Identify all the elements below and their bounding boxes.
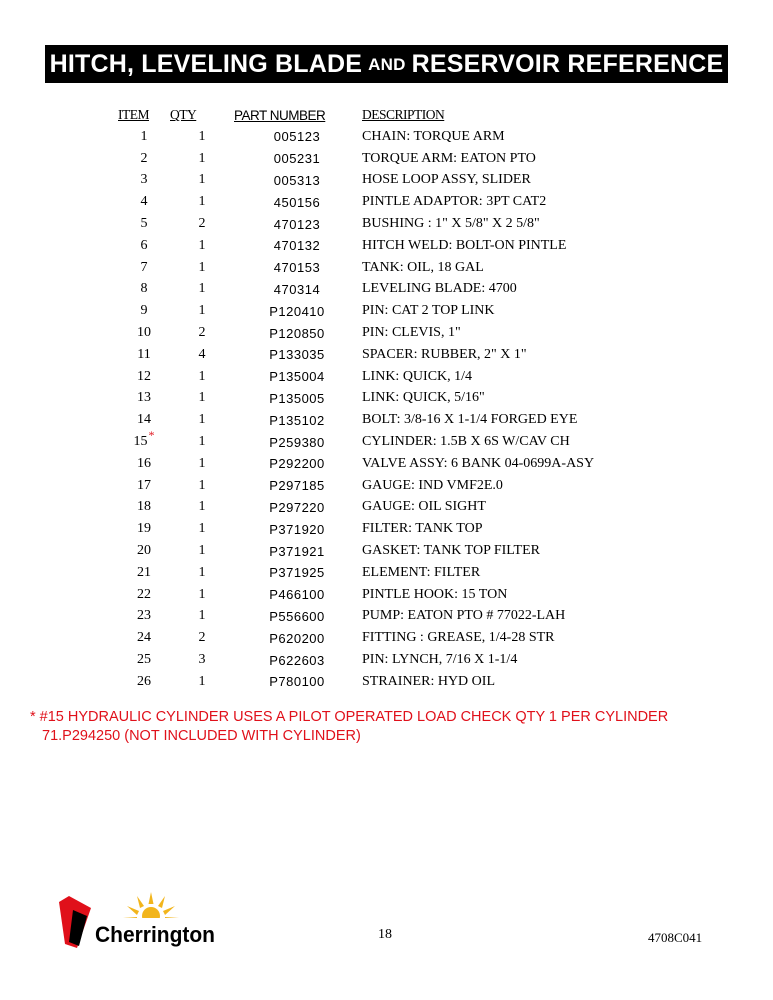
description-cell [360, 409, 594, 431]
part-number-cell [234, 213, 360, 235]
part-number-cell-text: P120850 [269, 325, 325, 341]
table-row [118, 322, 594, 344]
qty-cell [170, 649, 234, 671]
description-cell [360, 213, 594, 235]
page-number: 18 [378, 927, 392, 942]
qty-cell-text: 1 [198, 237, 206, 253]
table-row [118, 431, 594, 453]
description-cell [360, 475, 594, 497]
part-number-cell [234, 366, 360, 388]
qty-cell [170, 388, 234, 410]
part-number-cell-text: P371921 [269, 543, 325, 559]
part-number-cell [234, 388, 360, 410]
description-cell [360, 627, 594, 649]
part-number-cell [234, 322, 360, 344]
item-cell-text: 2 [140, 150, 148, 166]
description-cell [360, 540, 594, 562]
part-number-cell [234, 606, 360, 628]
description-cell-text: FILTER: TANK TOP [362, 521, 483, 537]
qty-cell-text: 1 [198, 455, 206, 471]
description-cell [360, 170, 594, 192]
table-row [118, 562, 594, 584]
item-cell-text: 13 [137, 390, 151, 406]
qty-cell-text: 2 [198, 325, 206, 341]
part-number-cell-text: 005313 [273, 172, 321, 188]
part-number-cell-text: P371925 [269, 565, 325, 581]
title-part-2: RESERVOIR REFERENCE [411, 49, 724, 78]
qty-cell-text: 1 [198, 477, 206, 493]
description-cell [360, 279, 594, 301]
description-cell [360, 388, 594, 410]
qty-cell [170, 322, 234, 344]
qty-cell [170, 453, 234, 475]
description-cell-text: HOSE LOOP ASSY, SLIDER [362, 172, 531, 188]
qty-cell [170, 257, 234, 279]
part-number-cell [234, 584, 360, 606]
qty-cell-text: 1 [198, 499, 206, 515]
item-cell [118, 235, 170, 257]
item-cell-text: 14 [137, 412, 151, 428]
item-cell [118, 428, 170, 453]
qty-cell [170, 148, 234, 170]
qty-cell [170, 475, 234, 497]
table-row [118, 366, 594, 388]
description-cell-text: LINK: QUICK, 5/16" [362, 390, 485, 406]
item-cell [118, 475, 170, 497]
qty-cell-text: 1 [198, 150, 206, 166]
part-number-cell [234, 671, 360, 693]
item-cell [118, 584, 170, 606]
description-cell [360, 649, 594, 671]
qty-cell-text: 1 [198, 543, 206, 559]
table-row [118, 649, 594, 671]
description-cell-text: VALVE ASSY: 6 BANK 04-0699A-ASY [362, 455, 595, 471]
footnote-line-1: * #15 HYDRAULIC CYLINDER USES A PILOT OPERATED LOAD CHECK QTY 1 PER CYLINDER [30, 709, 669, 725]
qty-cell [170, 671, 234, 693]
part-number-cell-text: 450156 [273, 194, 321, 210]
description-cell-text: ELEMENT: FILTER [362, 564, 481, 580]
description-cell-text: BOLT: 3/8-16 X 1-1/4 FORGED EYE [362, 412, 578, 428]
qty-cell-text: 1 [198, 128, 206, 144]
table-row [118, 627, 594, 649]
item-cell-text: 24 [137, 630, 151, 646]
item-cell [118, 388, 170, 410]
qty-cell [170, 213, 234, 235]
part-number-cell [234, 453, 360, 475]
part-number-cell-text: P135102 [269, 412, 325, 428]
qty-cell-text: 1 [198, 564, 206, 580]
description-cell-text: BUSHING : 1" X 5/8" X 2 5/8" [362, 216, 540, 232]
table-row [118, 518, 594, 540]
qty-cell [170, 344, 234, 366]
item-cell-text: 18 [137, 499, 151, 515]
item-cell [118, 366, 170, 388]
item-cell-text: 3 [140, 172, 148, 188]
item-cell-text: 19 [137, 521, 151, 537]
part-number-cell-text: P297185 [269, 478, 325, 494]
part-number-cell-text: 470314 [273, 281, 321, 297]
description-cell-text: HITCH WELD: BOLT-ON PINTLE [362, 237, 567, 253]
part-number-cell [234, 540, 360, 562]
qty-cell [170, 170, 234, 192]
item-cell [118, 671, 170, 693]
part-number-cell-text: P556600 [269, 608, 325, 624]
part-number-cell [234, 344, 360, 366]
part-number-cell-text: P135005 [269, 390, 325, 406]
description-cell-text: TANK: OIL, 18 GAL [362, 259, 484, 275]
description-cell [360, 606, 594, 628]
description-cell-text: LINK: QUICK, 1/4 [362, 368, 473, 384]
part-number-cell-text: 470123 [273, 216, 321, 232]
item-cell [118, 518, 170, 540]
table-row [118, 409, 594, 431]
qty-cell [170, 409, 234, 431]
item-cell-text: 25 [137, 652, 151, 668]
description-cell-text: GAUGE: OIL SIGHT [362, 499, 486, 515]
description-cell [360, 126, 594, 148]
description-cell-text: STRAINER: HYD OIL [362, 673, 495, 689]
footnote [30, 708, 730, 746]
title-part-1: HITCH, LEVELING BLADE [49, 49, 363, 78]
description-cell-text: CHAIN: TORQUE ARM [362, 128, 505, 144]
item-cell [118, 606, 170, 628]
item-cell-text: 6 [140, 237, 148, 253]
item-cell-text: 4 [140, 194, 148, 210]
part-number-cell [234, 191, 360, 213]
item-cell [118, 322, 170, 344]
qty-cell [170, 300, 234, 322]
table-row [118, 126, 594, 148]
item-cell-text: 12 [137, 368, 151, 384]
parts-table [118, 104, 594, 693]
part-number-cell [234, 300, 360, 322]
description-cell [360, 671, 594, 693]
part-number-cell [234, 126, 360, 148]
table-row [118, 148, 594, 170]
item-cell [118, 126, 170, 148]
part-number-cell [234, 649, 360, 671]
column-header-description: DESCRIPTION [362, 107, 445, 122]
item-cell-text: 1 [140, 128, 148, 144]
item-cell [118, 170, 170, 192]
qty-cell-text: 1 [198, 608, 206, 624]
qty-cell-text: 1 [198, 172, 206, 188]
qty-cell-text: 4 [198, 346, 206, 362]
qty-cell-text: 1 [198, 368, 206, 384]
description-cell [360, 366, 594, 388]
qty-cell [170, 126, 234, 148]
qty-cell [170, 191, 234, 213]
qty-cell-text: 3 [198, 652, 206, 668]
description-cell [360, 562, 594, 584]
table-row [118, 170, 594, 192]
item-cell [118, 649, 170, 671]
part-number-cell-text: P466100 [269, 587, 325, 603]
qty-cell-text: 1 [198, 259, 206, 275]
title-and: AND [368, 55, 406, 74]
cherrington-logo [55, 888, 220, 950]
table-row [118, 453, 594, 475]
description-cell [360, 235, 594, 257]
item-cell-text: 21 [137, 564, 151, 580]
parts-table-body [118, 126, 594, 693]
table-row [118, 540, 594, 562]
qty-cell-text: 1 [198, 586, 206, 602]
table-row [118, 671, 594, 693]
description-cell-text: SPACER: RUBBER, 2" X 1" [362, 346, 527, 362]
part-number-cell [234, 431, 360, 453]
document-code: 4708C041 [648, 930, 703, 945]
page-title [45, 45, 728, 83]
qty-cell-text: 1 [198, 412, 206, 428]
description-cell [360, 344, 594, 366]
qty-cell-text: 1 [198, 434, 206, 450]
table-row [118, 584, 594, 606]
part-number-cell-text: P292200 [269, 456, 325, 472]
part-number-cell-text: 005123 [273, 129, 321, 145]
description-cell-text: PIN: CLEVIS, 1" [362, 325, 461, 341]
item-cell-text: 7 [140, 259, 148, 275]
part-number-cell-text: 470153 [273, 260, 321, 276]
table-row [118, 213, 594, 235]
qty-cell-text: 1 [198, 194, 206, 210]
table-row [118, 235, 594, 257]
description-cell [360, 300, 594, 322]
item-cell [118, 279, 170, 301]
item-cell [118, 562, 170, 584]
description-cell [360, 497, 594, 519]
qty-cell [170, 235, 234, 257]
qty-cell-text: 1 [198, 390, 206, 406]
item-cell [118, 257, 170, 279]
part-number-cell [234, 409, 360, 431]
item-cell [118, 213, 170, 235]
table-row [118, 300, 594, 322]
item-cell-text: 9 [140, 303, 148, 319]
item-cell-text: 23 [137, 608, 151, 624]
part-number-cell-text: P133035 [269, 347, 325, 363]
description-cell-text: TORQUE ARM: EATON PTO [362, 150, 536, 166]
item-cell-text: 20 [137, 543, 151, 559]
qty-cell [170, 518, 234, 540]
table-row [118, 191, 594, 213]
part-number-cell [234, 257, 360, 279]
item-cell [118, 497, 170, 519]
qty-cell [170, 562, 234, 584]
logo-wordmark: Cherrington [95, 922, 215, 947]
footnote-star-marker: * [148, 428, 155, 443]
item-cell [118, 409, 170, 431]
parts-table-header [118, 104, 594, 126]
item-cell-text: 8 [140, 281, 148, 297]
qty-cell-text: 1 [198, 303, 206, 319]
description-cell [360, 257, 594, 279]
table-row [118, 388, 594, 410]
part-number-cell [234, 518, 360, 540]
item-cell-text: 16 [137, 455, 151, 471]
item-cell-text: 11 [137, 346, 151, 362]
part-number-cell [234, 475, 360, 497]
qty-cell [170, 540, 234, 562]
table-row [118, 257, 594, 279]
column-header-qty: QTY [170, 107, 197, 122]
part-number-cell-text: P297220 [269, 499, 325, 515]
description-cell-text: CYLINDER: 1.5B X 6S W/CAV CH [362, 434, 570, 450]
part-number-cell-text: P780100 [269, 674, 325, 690]
column-header-item: ITEM [118, 107, 149, 122]
qty-cell [170, 606, 234, 628]
item-cell [118, 191, 170, 213]
item-cell-text: 22 [137, 586, 151, 602]
description-cell [360, 584, 594, 606]
qty-cell [170, 279, 234, 301]
part-number-cell-text: 470132 [273, 238, 321, 254]
item-cell-text: 10 [137, 325, 151, 341]
qty-cell [170, 627, 234, 649]
item-cell-text: 15 [133, 434, 148, 450]
qty-cell-text: 1 [198, 521, 206, 537]
item-cell [118, 453, 170, 475]
part-number-cell-text: P371920 [269, 521, 325, 537]
qty-cell-text: 1 [198, 673, 206, 689]
part-number-cell-text: P135004 [269, 369, 325, 385]
item-cell [118, 148, 170, 170]
part-number-cell [234, 279, 360, 301]
description-cell-text: PINTLE ADAPTOR: 3PT CAT2 [362, 194, 547, 210]
part-number-cell [234, 235, 360, 257]
part-number-cell-text: P622603 [269, 652, 325, 668]
item-cell [118, 540, 170, 562]
qty-cell-text: 1 [198, 281, 206, 297]
footnote-line-2: 71.P294250 (NOT INCLUDED WITH CYLINDER) [42, 728, 361, 744]
description-cell-text: LEVELING BLADE: 4700 [362, 281, 517, 297]
description-cell-text: PINTLE HOOK: 15 TON [362, 586, 508, 602]
item-cell-text: 5 [140, 216, 148, 232]
part-number-cell [234, 148, 360, 170]
part-number-cell [234, 627, 360, 649]
part-number-cell-text: P259380 [269, 434, 325, 450]
column-header-part-number: PART NUMBER [234, 107, 326, 123]
table-row [118, 475, 594, 497]
table-row [118, 344, 594, 366]
part-number-cell [234, 170, 360, 192]
qty-cell-text: 2 [198, 216, 206, 232]
item-cell [118, 627, 170, 649]
description-cell [360, 148, 594, 170]
part-number-cell-text: 005231 [273, 151, 321, 167]
description-cell-text: GASKET: TANK TOP FILTER [362, 543, 541, 559]
table-row [118, 279, 594, 301]
description-cell [360, 431, 594, 453]
description-cell-text: GAUGE: IND VMF2E.0 [362, 477, 503, 493]
table-row [118, 606, 594, 628]
part-number-cell [234, 497, 360, 519]
item-cell-text: 26 [137, 673, 151, 689]
description-cell-text: PUMP: EATON PTO # 77022-LAH [362, 608, 566, 624]
qty-cell [170, 584, 234, 606]
description-cell-text: PIN: LYNCH, 7/16 X 1-1/4 [362, 652, 518, 668]
qty-cell [170, 366, 234, 388]
description-cell-text: FITTING : GREASE, 1/4-28 STR [362, 630, 555, 646]
qty-cell [170, 497, 234, 519]
item-cell [118, 344, 170, 366]
part-number-cell-text: P120410 [269, 303, 325, 319]
qty-cell [170, 431, 234, 453]
item-cell-text: 17 [137, 477, 151, 493]
description-cell [360, 453, 594, 475]
description-cell [360, 322, 594, 344]
description-cell-text: PIN: CAT 2 TOP LINK [362, 303, 495, 319]
qty-cell-text: 2 [198, 630, 206, 646]
table-row [118, 497, 594, 519]
description-cell [360, 518, 594, 540]
part-number-cell-text: P620200 [269, 630, 325, 646]
item-cell [118, 300, 170, 322]
description-cell [360, 191, 594, 213]
part-number-cell [234, 562, 360, 584]
